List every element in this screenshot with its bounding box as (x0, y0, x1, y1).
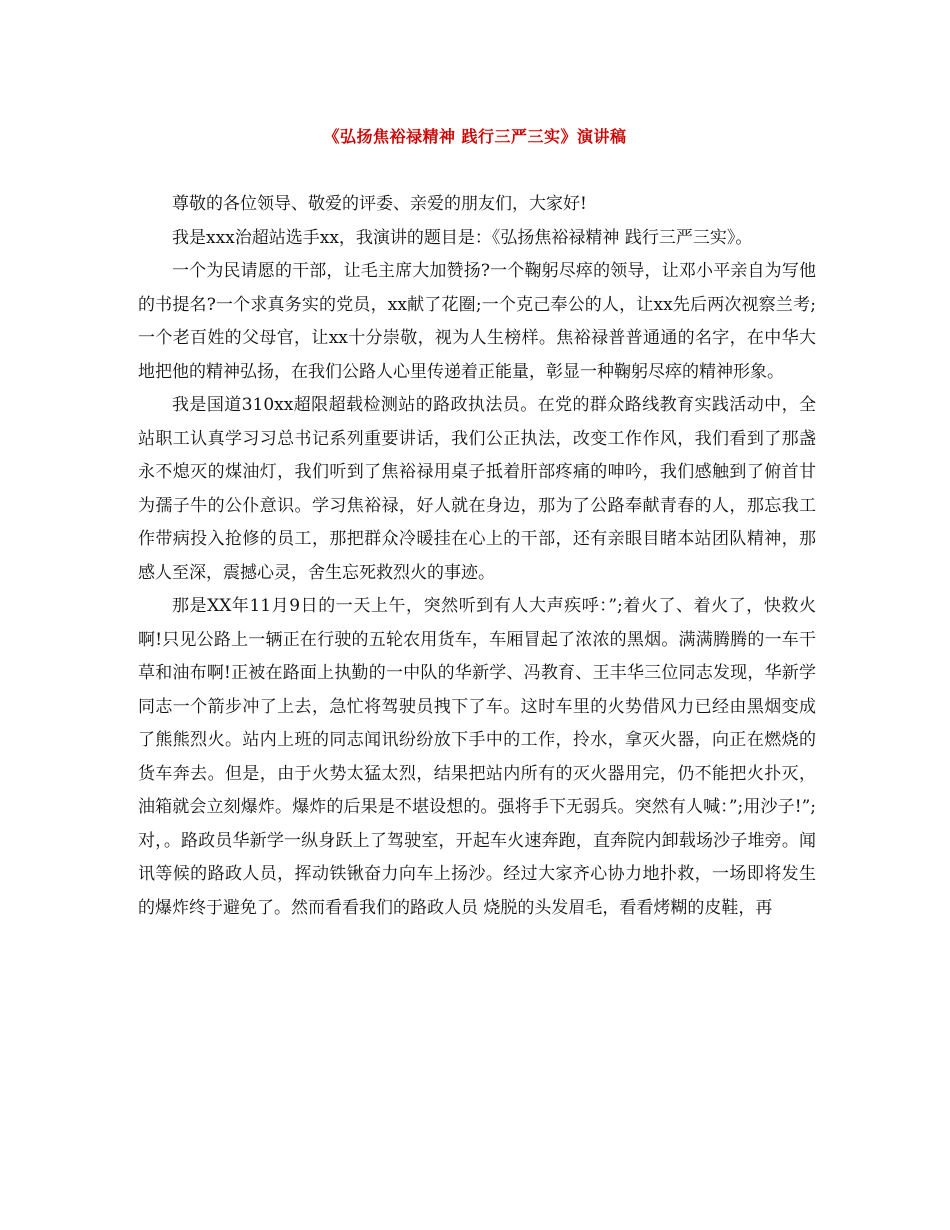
paragraph-introduction: 我是xxx治超站选手xx，我演讲的题目是：《弘扬焦裕禄精神 践行三严三实》。 (172, 227, 753, 248)
paragraph-station: 我是国道310xx超限超载检测站的路政执法员。在党的群众路线教育实践活动中，全站职工认真学习习总书记系列重要讲话，我们公正执法，改变工作作风，我们看到了那盏永不熄灭的煤油灯，我们听到了焦裕禄用桌子抵着肝部疼痛的呻吟，我们感触到了俯首甘为孺子牛的公仆意识。学习焦裕禄，好人就在身边，那为了公路奉献青春的人，那忘我工作带病投入抢修的员工，那把群众冷暖挂在心上的干部，还有亲眼目睹本站团队精神，那感人至深，震撼心灵，舍生忘死救烈火的事迹。 (138, 395, 816, 583)
document-body (138, 188, 816, 925)
paragraph-fire-story: 那是XX年11月9日的一天上午，突然听到有人大声疾呼：”;着火了、着火了，快救火啊!只见公路上一辆正在行驶的五轮农用货车，车厢冒起了浓浓的黑烟。满满腾腾的一车干草和油布啊!正被在路面上执勤的一中队的华新学、冯教育、王丰华三位同志发现，华新学同志一个箭步冲了上去，急忙将驾驶员拽下了车。这时车里的火势借风力已经由黑烟变成了熊熊烈火。站内上班的同志闻讯纷纷放下手中的工作，拎水，拿灭火器，向正在燃烧的货车奔去。但是，由于火势太猛太烈，结果把站内所有的灭火器用完，仍不能把火扑灭，油箱就会立刻爆炸。爆炸的后果是不堪设想的。强将手下无弱兵。突然有人喊：”;用沙子!”;对，。路政员华新学一纵身跃上了驾驶室，开起车火速奔跑，直奔院内卸载场沙子堆旁。闻讯等候的路政人员，挥动铁锹奋力向车上扬沙。经过大家齐心协力地扑救，一场即将发生的爆炸终于避免了。然而看看我们的路政人员 烧脱的头发眉毛，看看烤糊的皮鞋，再 (138, 596, 816, 918)
paragraph-greeting: 尊敬的各位领导、敬爱的评委、亲爱的朋友们，大家好! (172, 194, 587, 214)
paragraph-jiao-yulu: 一个为民请愿的干部，让毛主席大加赞扬?一个鞠躬尽瘁的领导，让邓小平亲自为写他的书提名?一个求真务实的党员，xx献了花圈;一个克己奉公的人，让xx先后两次视察兰考;一个老百姓的父母官，让xx十分崇敬，视为人生榜样。焦裕禄普普通通的名字，在中华大地把他的精神弘扬，在我们公路人心里传递着正能量，彰显一种鞠躬尽瘁的精神形象。 (138, 261, 816, 382)
document-title: 《弘扬焦裕禄精神 践行三严三实》演讲稿 (323, 127, 627, 146)
